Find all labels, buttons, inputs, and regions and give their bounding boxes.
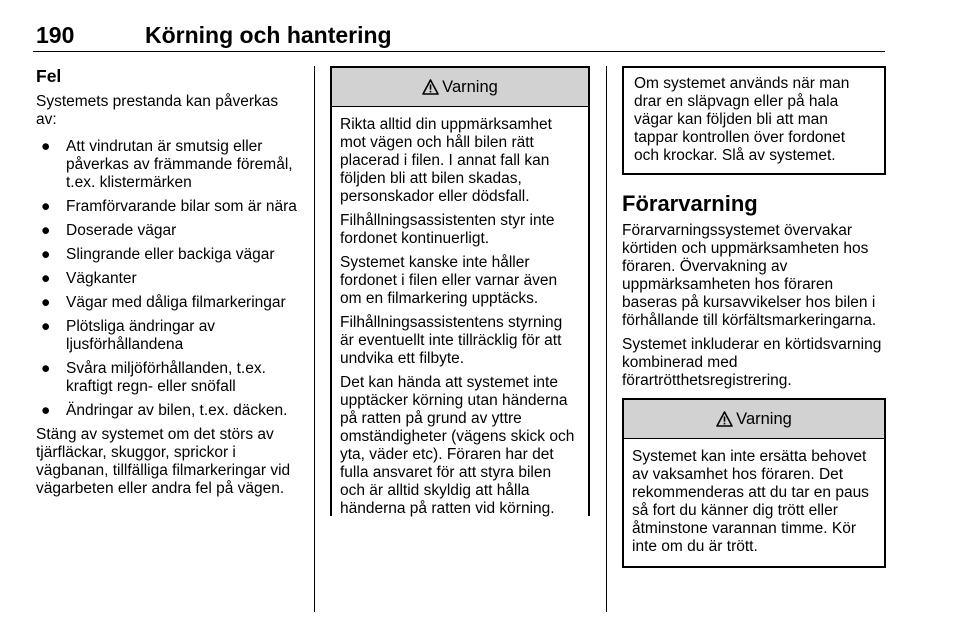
page-header xyxy=(33,12,885,52)
bullet-icon: ● xyxy=(41,138,51,155)
list-item: ● Ändringar av bilen, t.ex. däcken. xyxy=(41,402,288,419)
bullet-icon: ● xyxy=(41,402,51,419)
warning-paragraph: Filhållningsassistentens styrning är eventuellt inte tillräcklig för att undvika ett filbyte. xyxy=(340,314,563,367)
section-title-fel: Fel xyxy=(36,66,62,86)
warning-paragraph: Det kan hända att systemet inte upptäcker körning utan händerna på ratten på grund av yttre omständigheter (vägens skick och yta, väder etc). Föraren har det fulla ansvaret för att styra bilen och är alltid skyldig att hålla händerna på ratten vid körning. xyxy=(340,374,575,517)
page-number: 190 xyxy=(36,22,75,48)
chapter-title: Körning och hantering xyxy=(145,22,392,48)
list-item: ● Svåra miljöförhållanden, t.ex. kraftigt regn- eller snöfall xyxy=(41,360,266,395)
list-item: ● Att vindrutan är smutsig eller påverkas av främmande föremål, t.ex. klistermärken xyxy=(41,138,293,191)
outro-text: Stäng av systemet om det störs av tjärfläckar, skuggor, sprickor i vägbanan, tillfälliga filmarkeringar vid vägarbeten eller andra fel på vägen. xyxy=(36,426,291,497)
bullet-icon: ● xyxy=(41,246,51,263)
bullet-icon: ● xyxy=(41,270,51,287)
warning-header xyxy=(624,400,884,439)
column-1 xyxy=(36,66,302,498)
intro-text: Systemets prestanda kan påverkas av: xyxy=(36,93,279,128)
warning-box xyxy=(622,398,886,568)
column-2 xyxy=(330,66,590,516)
list-item: ● Plötsliga ändringar av ljusförhållandena xyxy=(41,318,216,353)
warning-paragraph: Systemet kan inte ersätta behovet av vaksamhet hos föraren. Det rekommenderas att du tar en paus så fort du känner dig trött eller åtminstone varannan timme. Kör inte om du är trött. xyxy=(632,448,869,555)
list-item: ● Framförvarande bilar som är nära xyxy=(41,198,297,215)
list-item: ● Vägar med dåliga filmarkeringar xyxy=(41,294,286,311)
continued-warning-box xyxy=(622,66,886,175)
bullet-icon: ● xyxy=(41,360,51,377)
list-item: ● Vägkanter xyxy=(41,270,137,287)
warning-header xyxy=(332,68,588,107)
section-heading-forarvarning: Förarvarning xyxy=(622,191,758,216)
bullet-icon: ● xyxy=(41,198,51,215)
column-divider-2 xyxy=(606,66,607,612)
bullet-icon: ● xyxy=(41,294,51,311)
warning-body xyxy=(332,107,588,528)
warning-label: Varning xyxy=(736,409,792,428)
column-3 xyxy=(622,66,886,568)
warning-box xyxy=(330,66,590,516)
fault-list xyxy=(36,138,302,420)
warning-label: Varning xyxy=(442,77,498,96)
warning-triangle-icon xyxy=(716,411,733,427)
bullet-icon: ● xyxy=(41,318,51,335)
list-item: ● Doserade vägar xyxy=(41,222,177,239)
column-divider-1 xyxy=(314,66,315,612)
warning-paragraph: Filhållningsassistenten styr inte fordonet kontinuerligt. xyxy=(340,212,555,247)
continued-warning-text: Om systemet används när man drar en släpvagn eller på hala vägar kan följden bli att man tappar kontrollen över fordonet och krockar. Slå av systemet. xyxy=(634,75,850,164)
warning-paragraph: Systemet kanske inte håller fordonet i filen eller varnar även om en filmarkering upptäcks. xyxy=(340,254,558,307)
warning-body xyxy=(624,439,884,566)
warning-triangle-icon xyxy=(422,79,439,95)
body-paragraph: Systemet inkluderar en körtidsvarning kombinerad med förartrötthetsregistrering. xyxy=(622,336,882,389)
bullet-icon: ● xyxy=(41,222,51,239)
body-paragraph: Förarvarningssystemet övervakar körtiden och uppmärksamheten hos föraren. Övervakning av uppmärksamheten hos föraren baseras på kursavvikelser hos bilen i förhållande till körfältsmarkeringarna. xyxy=(622,222,877,329)
list-item: ● Slingrande eller backiga vägar xyxy=(41,246,275,263)
warning-paragraph: Rikta alltid din uppmärksamhet mot vägen och håll bilen rätt placerad i filen. I annat fall kan följden bli att bilen skadas, personskador eller dödsfall. xyxy=(340,116,552,205)
